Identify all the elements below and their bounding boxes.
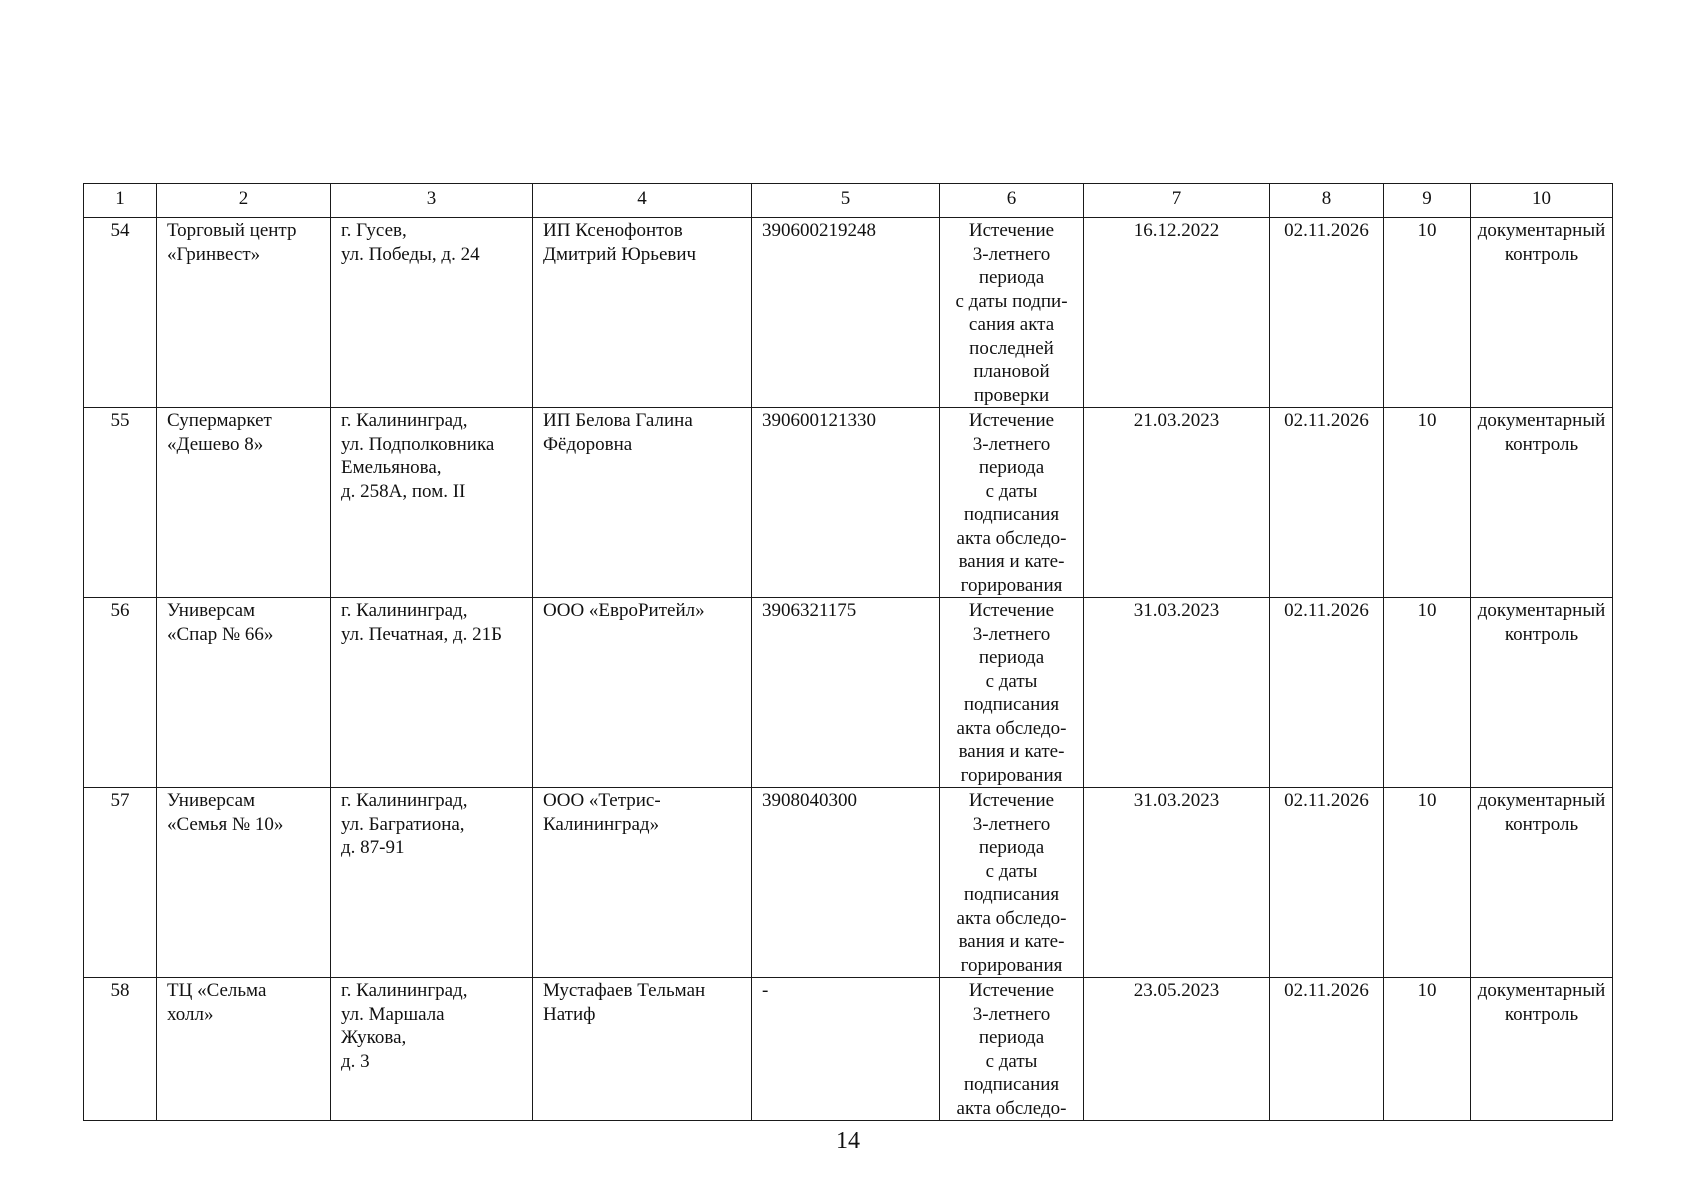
owner-name: ООО «Тетрис- Калининград» <box>533 788 752 978</box>
column-header: 4 <box>533 184 752 218</box>
inspection-form: документарный контроль <box>1471 218 1613 408</box>
table-row <box>84 408 1613 598</box>
inspection-reason: Истечение 3-летнего периода с даты подписания акта обследо- вания и кате- горирования <box>940 788 1084 978</box>
inspection-form: документарный контроль <box>1471 788 1613 978</box>
table-row <box>84 218 1613 408</box>
object-address: г. Калининград, ул. Багратиона, д. 87-91 <box>331 788 533 978</box>
row-number: 56 <box>84 598 157 788</box>
row-number: 54 <box>84 218 157 408</box>
object-address: г. Калининград, ул. Маршала Жукова, д. 3 <box>331 978 533 1121</box>
column-header: 9 <box>1384 184 1471 218</box>
inn-number: 3906321175 <box>752 598 940 788</box>
registry-table <box>83 183 1613 1121</box>
inspection-duration: 10 <box>1384 978 1471 1121</box>
table-row <box>84 788 1613 978</box>
table-row <box>84 978 1613 1121</box>
inspection-reason: Истечение 3-летнего периода с даты подписания акта обследо- вания и кате- горирования <box>940 408 1084 598</box>
row-number: 58 <box>84 978 157 1121</box>
inspection-form: документарный контроль <box>1471 598 1613 788</box>
inn-number: 390600219248 <box>752 218 940 408</box>
owner-name: ИП Ксенофонтов Дмитрий Юрьевич <box>533 218 752 408</box>
object-name: Торговый центр «Гринвест» <box>157 218 331 408</box>
inspection-duration: 10 <box>1384 598 1471 788</box>
owner-name: ООО «ЕвроРитейл» <box>533 598 752 788</box>
planned-inspection-date: 02.11.2026 <box>1270 408 1384 598</box>
object-address: г. Калининград, ул. Печатная, д. 21Б <box>331 598 533 788</box>
object-name: Универсам «Спар № 66» <box>157 598 331 788</box>
column-header: 8 <box>1270 184 1384 218</box>
row-number: 57 <box>84 788 157 978</box>
owner-name: ИП Белова Галина Фёдоровна <box>533 408 752 598</box>
inspection-form: документарный контроль <box>1471 978 1613 1121</box>
object-address: г. Калининград, ул. Подполковника Емельянова, д. 258А, пом. II <box>331 408 533 598</box>
column-header: 3 <box>331 184 533 218</box>
inspection-form: документарный контроль <box>1471 408 1613 598</box>
object-name: Супермаркет «Дешево 8» <box>157 408 331 598</box>
planned-inspection-date: 02.11.2026 <box>1270 598 1384 788</box>
column-header: 7 <box>1084 184 1270 218</box>
column-header: 2 <box>157 184 331 218</box>
inn-number: 3908040300 <box>752 788 940 978</box>
object-name: Универсам «Семья № 10» <box>157 788 331 978</box>
inspection-duration: 10 <box>1384 218 1471 408</box>
owner-name: Мустафаев Тельман Натиф <box>533 978 752 1121</box>
planned-inspection-date: 02.11.2026 <box>1270 978 1384 1121</box>
row-number: 55 <box>84 408 157 598</box>
object-name: ТЦ «Сельма холл» <box>157 978 331 1121</box>
object-address: г. Гусев, ул. Победы, д. 24 <box>331 218 533 408</box>
table-row <box>84 598 1613 788</box>
inspection-duration: 10 <box>1384 408 1471 598</box>
inspection-reason: Истечение 3-летнего периода с даты подписания акта обследо- вания и кате- горирования <box>940 598 1084 788</box>
last-inspection-date: 23.05.2023 <box>1084 978 1270 1121</box>
last-inspection-date: 31.03.2023 <box>1084 788 1270 978</box>
planned-inspection-date: 02.11.2026 <box>1270 788 1384 978</box>
column-header: 6 <box>940 184 1084 218</box>
last-inspection-date: 31.03.2023 <box>1084 598 1270 788</box>
inn-number: - <box>752 978 940 1121</box>
column-number-row <box>84 184 1613 218</box>
inspection-reason: Истечение 3-летнего периода с даты подпи- сания акта последней плановой проверки <box>940 218 1084 408</box>
last-inspection-date: 21.03.2023 <box>1084 408 1270 598</box>
inn-number: 390600121330 <box>752 408 940 598</box>
column-header: 10 <box>1471 184 1613 218</box>
last-inspection-date: 16.12.2022 <box>1084 218 1270 408</box>
column-header: 5 <box>752 184 940 218</box>
planned-inspection-date: 02.11.2026 <box>1270 218 1384 408</box>
column-header: 1 <box>84 184 157 218</box>
inspection-reason: Истечение 3-летнего периода с даты подписания акта обследо- <box>940 978 1084 1121</box>
page-number: 14 <box>836 1128 860 1154</box>
inspection-duration: 10 <box>1384 788 1471 978</box>
